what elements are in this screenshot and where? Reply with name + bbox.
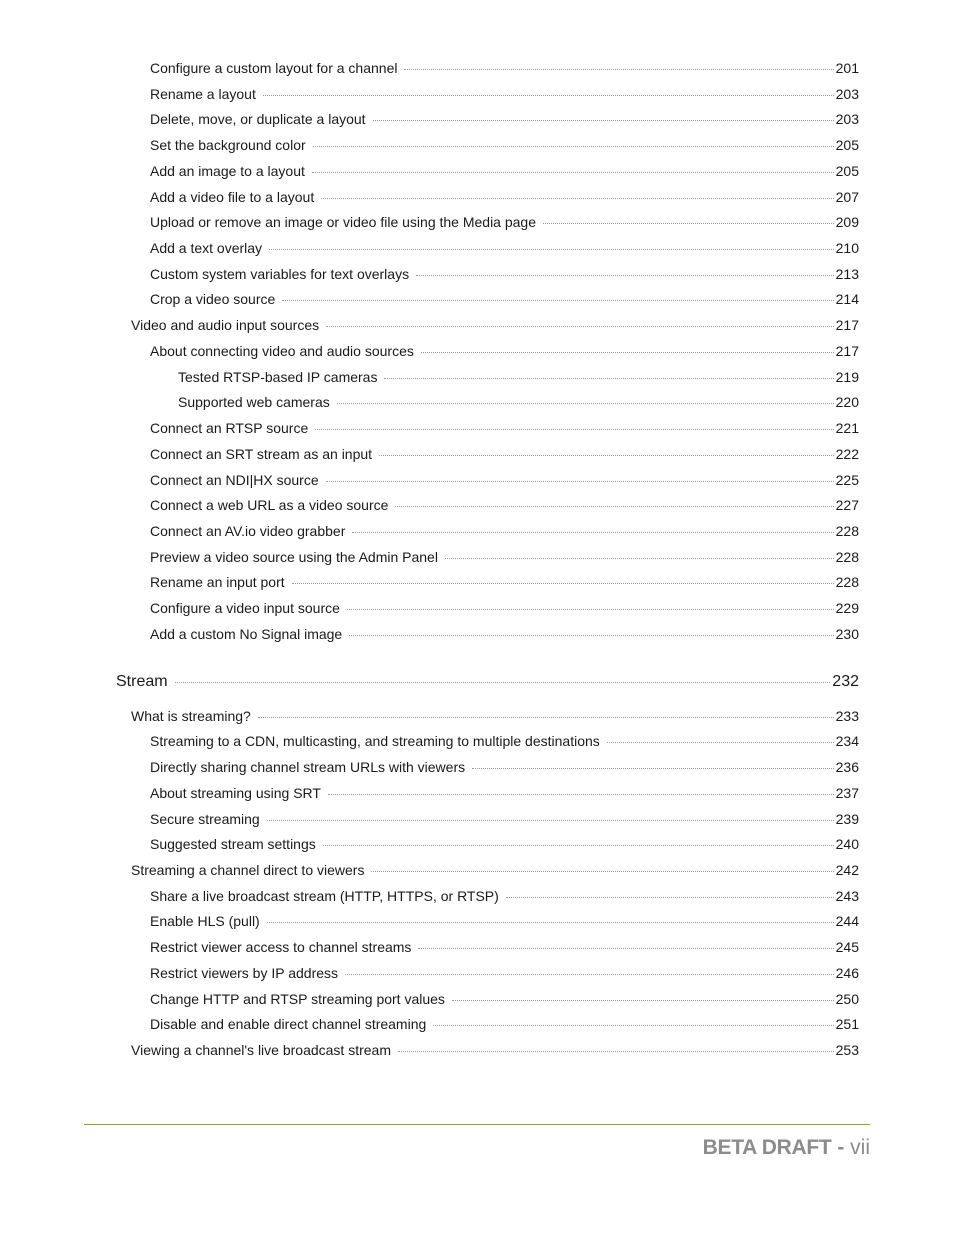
toc-entry[interactable] — [150, 758, 859, 776]
toc-entry-title: About connecting video and audio sources — [150, 343, 414, 359]
toc-entry[interactable] — [150, 887, 859, 905]
toc-entry-page: 234 — [835, 733, 859, 749]
toc-entry-title: Connect an SRT stream as an input — [150, 446, 373, 462]
toc-entry-page: 236 — [835, 759, 859, 775]
toc-entry[interactable] — [150, 964, 859, 982]
toc-entry[interactable] — [150, 1015, 859, 1033]
toc-entry-title: Custom system variables for text overlays — [150, 266, 410, 282]
dot-leader — [282, 300, 833, 301]
toc-entry[interactable] — [150, 625, 859, 643]
toc-entry-page: 205 — [835, 137, 859, 153]
toc-entry-page: 228 — [835, 574, 859, 590]
toc-entry[interactable] — [150, 265, 859, 283]
toc-entry-page: 227 — [835, 497, 859, 513]
dot-leader — [321, 198, 833, 199]
toc-entry-page: 221 — [835, 420, 859, 436]
toc-entry-title: Rename a layout — [150, 86, 256, 102]
toc-entry[interactable] — [150, 162, 859, 180]
toc-entry[interactable] — [131, 316, 859, 334]
toc-entry-page: 230 — [835, 626, 859, 642]
toc-entry[interactable] — [131, 707, 859, 725]
toc-entry-page: 209 — [835, 214, 859, 230]
toc-entry[interactable] — [150, 990, 859, 1008]
toc-entry-page: 233 — [835, 708, 859, 724]
dot-leader — [416, 275, 834, 276]
toc-entry-title: Configure a custom layout for a channel — [150, 60, 398, 76]
dot-leader — [421, 352, 834, 353]
toc-entry-title: Delete, move, or duplicate a layout — [150, 111, 366, 127]
toc-entry-title: Directly sharing channel stream URLs with viewers — [150, 759, 466, 775]
toc-entry[interactable] — [150, 938, 859, 956]
toc-entry-page: 219 — [835, 369, 859, 385]
toc-entry-page: 237 — [835, 785, 859, 801]
toc-entry-title: Connect an RTSP source — [150, 420, 309, 436]
dot-leader — [418, 948, 833, 949]
toc-entry[interactable] — [131, 861, 859, 879]
toc-entry-title: Suggested stream settings — [150, 836, 316, 852]
toc-entry-title: Streaming to a CDN, multicasting, and streaming to multiple destinations — [150, 733, 600, 749]
toc-entry-title: Tested RTSP-based IP cameras — [178, 369, 378, 385]
dot-leader — [379, 455, 834, 456]
toc-entry-page: 213 — [835, 266, 859, 282]
toc-entry[interactable] — [150, 835, 859, 853]
toc-entry-title: Secure streaming — [150, 811, 260, 827]
toc-entry-page: 207 — [835, 189, 859, 205]
footer-draft-label: BETA DRAFT — [702, 1136, 832, 1159]
dot-leader — [543, 223, 834, 224]
toc-entry[interactable] — [150, 810, 859, 828]
dot-leader — [263, 95, 834, 96]
toc-entry-page: 217 — [835, 343, 859, 359]
toc-entry-page: 214 — [835, 291, 859, 307]
toc-entry-page: 240 — [835, 836, 859, 852]
toc-entry[interactable] — [178, 393, 859, 411]
toc-entry-page: 217 — [835, 317, 859, 333]
toc-entry[interactable] — [150, 445, 859, 463]
toc-entry-page: 245 — [835, 939, 859, 955]
toc-entry-page: 232 — [832, 673, 859, 690]
toc-entry-title: Connect an NDI|HX source — [150, 472, 319, 488]
toc-entry-page: 220 — [835, 394, 859, 410]
dot-leader — [452, 1000, 834, 1001]
dot-leader — [345, 974, 834, 975]
toc-entry-page: 244 — [835, 913, 859, 929]
toc-entry-title: Disable and enable direct channel streaming — [150, 1016, 427, 1032]
toc-entry[interactable] — [150, 471, 859, 489]
toc-entry[interactable] — [150, 59, 859, 77]
toc-chapter-entry[interactable] — [116, 673, 859, 691]
toc-entry[interactable] — [150, 784, 859, 802]
dot-leader — [326, 326, 834, 327]
toc-entry-page: 253 — [835, 1042, 859, 1058]
toc-entry-title: Viewing a channel's live broadcast stream — [131, 1042, 391, 1058]
toc-entry-title: Stream — [116, 673, 168, 690]
toc-entry-title: Add a custom No Signal image — [150, 626, 343, 642]
toc-entry[interactable] — [150, 85, 859, 103]
toc-entry-title: Add a video file to a layout — [150, 189, 315, 205]
dot-leader — [312, 172, 834, 173]
toc-entry-title: Upload or remove an image or video file using the Media page — [150, 214, 537, 230]
toc-entry-title: Supported web cameras — [178, 394, 330, 410]
toc-entry-page: 203 — [835, 111, 859, 127]
toc-entry-title: Set the background color — [150, 137, 306, 153]
dot-leader — [472, 768, 834, 769]
toc-entry-page: 205 — [835, 163, 859, 179]
toc-entry-title: About streaming using SRT — [150, 785, 321, 801]
toc-entry-title: Change HTTP and RTSP streaming port values — [150, 991, 445, 1007]
toc-entry-title: What is streaming? — [131, 708, 251, 724]
toc-entry[interactable] — [150, 213, 859, 231]
toc-entry-page: 239 — [835, 811, 859, 827]
dot-leader — [315, 429, 833, 430]
dot-leader — [313, 146, 834, 147]
dot-leader — [395, 506, 833, 507]
toc-entry[interactable] — [150, 732, 859, 750]
toc-entry-page: 251 — [835, 1016, 859, 1032]
dot-leader — [267, 922, 834, 923]
toc-entry-title: Connect a web URL as a video source — [150, 497, 389, 513]
dot-leader — [347, 609, 834, 610]
toc-entry[interactable] — [150, 496, 859, 514]
dot-leader — [269, 249, 834, 250]
dot-leader — [398, 1051, 834, 1052]
dot-leader — [352, 532, 833, 533]
toc-entry-title: Streaming a channel direct to viewers — [131, 862, 365, 878]
toc-entry[interactable] — [150, 290, 859, 308]
toc-entry[interactable] — [150, 239, 859, 257]
toc-entry-title: Enable HLS (pull) — [150, 913, 260, 929]
toc-entry-title: Add a text overlay — [150, 240, 263, 256]
toc-entry-title: Preview a video source using the Admin Panel — [150, 549, 438, 565]
dot-leader — [328, 794, 834, 795]
dot-leader — [267, 820, 834, 821]
toc-entry-page: 243 — [835, 888, 859, 904]
toc-entry-page: 228 — [835, 523, 859, 539]
toc-entry-title: Add an image to a layout — [150, 163, 305, 179]
dot-leader — [607, 742, 834, 743]
toc-entry[interactable] — [150, 573, 859, 591]
toc-entry-page: 228 — [835, 549, 859, 565]
dot-leader — [349, 635, 833, 636]
toc-entry-page: 246 — [835, 965, 859, 981]
toc-entry-page: 203 — [835, 86, 859, 102]
footer-page-number: vii — [850, 1136, 870, 1159]
toc-entry[interactable] — [150, 188, 859, 206]
toc-entry[interactable] — [150, 419, 859, 437]
toc-entry-title: Rename an input port — [150, 574, 285, 590]
dot-leader — [373, 120, 834, 121]
dot-leader — [292, 583, 834, 584]
dot-leader — [175, 682, 831, 683]
toc-entry[interactable] — [150, 136, 859, 154]
toc-entry-page: 242 — [835, 862, 859, 878]
dot-leader — [326, 481, 834, 482]
dot-leader — [371, 871, 833, 872]
dot-leader — [323, 845, 834, 846]
toc-entry-title: Configure a video input source — [150, 600, 340, 616]
footer-divider — [84, 1124, 870, 1125]
dot-leader — [445, 558, 834, 559]
toc-entry-page: 210 — [835, 240, 859, 256]
toc-entry-title: Connect an AV.io video grabber — [150, 523, 346, 539]
toc-entry-page: 225 — [835, 472, 859, 488]
toc-entry[interactable] — [131, 1041, 859, 1059]
dot-leader — [337, 403, 834, 404]
toc-entry[interactable] — [150, 599, 859, 617]
toc-entry[interactable] — [150, 522, 859, 540]
toc-entry-page: 222 — [835, 446, 859, 462]
toc-entry-title: Crop a video source — [150, 291, 276, 307]
toc-entry-page: 250 — [835, 991, 859, 1007]
toc-entry[interactable] — [150, 548, 859, 566]
dot-leader — [506, 897, 834, 898]
dot-leader — [258, 717, 834, 718]
toc-entry[interactable] — [150, 110, 859, 128]
toc-entry[interactable] — [150, 342, 859, 360]
toc-entry-title: Share a live broadcast stream (HTTP, HTTPS, or RTSP) — [150, 888, 499, 904]
toc-entry[interactable] — [150, 912, 859, 930]
footer-label — [703, 1136, 870, 1160]
toc-entry-page: 229 — [835, 600, 859, 616]
toc-entry-title: Restrict viewers by IP address — [150, 965, 339, 981]
toc-entry-page: 201 — [835, 60, 859, 76]
toc-entry-title: Video and audio input sources — [131, 317, 320, 333]
dot-leader — [404, 69, 833, 70]
footer-separator: - — [837, 1136, 845, 1159]
toc-entry-title: Restrict viewer access to channel streams — [150, 939, 412, 955]
dot-leader — [433, 1025, 833, 1026]
dot-leader — [384, 378, 833, 379]
toc-entry[interactable] — [178, 368, 859, 386]
